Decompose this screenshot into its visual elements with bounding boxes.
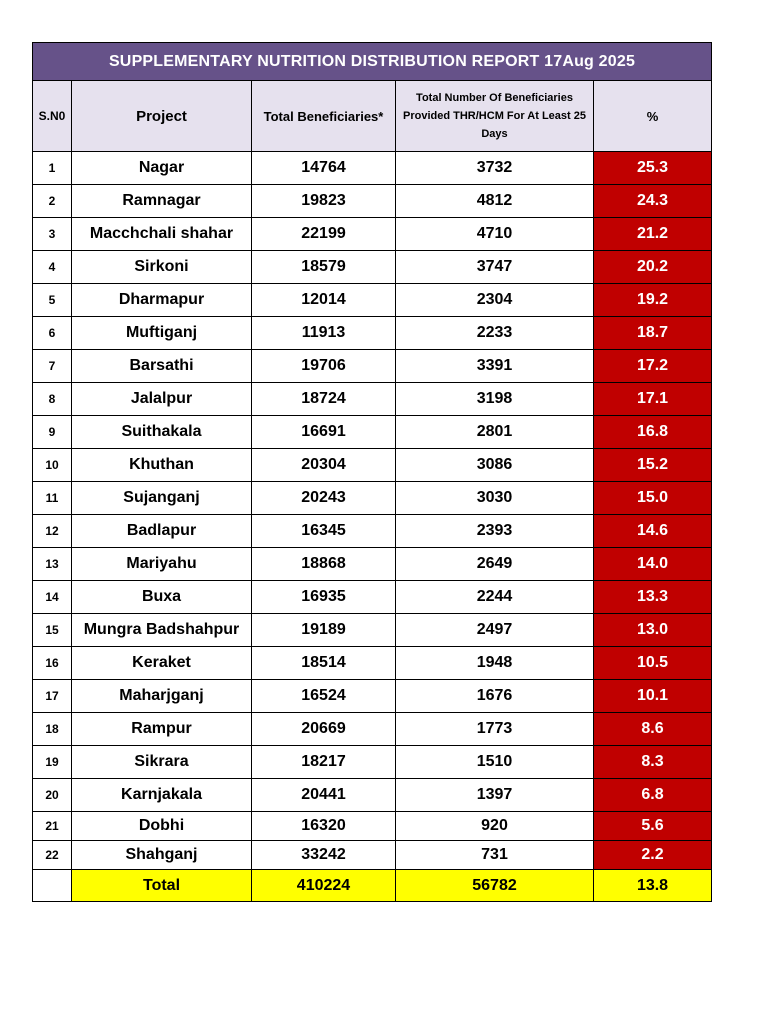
row-beneficiaries-provided: 3086: [396, 449, 594, 482]
row-percent: 13.0: [594, 614, 712, 647]
row-project: Maharjganj: [72, 680, 252, 713]
table-row: [33, 218, 712, 251]
header-total-beneficiaries: Total Beneficiaries*: [252, 81, 396, 152]
table-row: [33, 416, 712, 449]
row-beneficiaries-provided: 3732: [396, 152, 594, 185]
table-row: [33, 482, 712, 515]
row-project: Khuthan: [72, 449, 252, 482]
row-beneficiaries-provided: 2649: [396, 548, 594, 581]
table-body: [33, 152, 712, 870]
table-row: [33, 152, 712, 185]
row-percent: 2.2: [594, 841, 712, 870]
row-sno: 22: [33, 841, 72, 870]
table-row: [33, 647, 712, 680]
table-row: [33, 317, 712, 350]
total-provided-sum: 56782: [396, 870, 594, 902]
table-row: [33, 746, 712, 779]
row-beneficiaries-provided: 731: [396, 841, 594, 870]
row-total-beneficiaries: 16345: [252, 515, 396, 548]
row-total-beneficiaries: 16524: [252, 680, 396, 713]
row-total-beneficiaries: 20243: [252, 482, 396, 515]
table-row: [33, 383, 712, 416]
row-total-beneficiaries: 18579: [252, 251, 396, 284]
row-total-beneficiaries: 18868: [252, 548, 396, 581]
row-percent: 10.5: [594, 647, 712, 680]
row-total-beneficiaries: 12014: [252, 284, 396, 317]
row-sno: 4: [33, 251, 72, 284]
row-beneficiaries-provided: 3030: [396, 482, 594, 515]
header-sno: S.N0: [33, 81, 72, 152]
row-total-beneficiaries: 18514: [252, 647, 396, 680]
row-sno: 16: [33, 647, 72, 680]
header-beneficiaries-provided: Total Number Of Beneficiaries Provided THR/HCM For At Least 25 Days: [396, 81, 594, 152]
row-sno: 1: [33, 152, 72, 185]
row-project: Dharmapur: [72, 284, 252, 317]
row-sno: 17: [33, 680, 72, 713]
table-row: [33, 251, 712, 284]
row-beneficiaries-provided: 4812: [396, 185, 594, 218]
row-beneficiaries-provided: 920: [396, 812, 594, 841]
row-percent: 17.2: [594, 350, 712, 383]
row-beneficiaries-provided: 2244: [396, 581, 594, 614]
row-percent: 25.3: [594, 152, 712, 185]
total-row: [33, 870, 712, 902]
row-sno: 11: [33, 482, 72, 515]
row-percent: 14.0: [594, 548, 712, 581]
row-sno: 8: [33, 383, 72, 416]
row-project: Macchchali shahar: [72, 218, 252, 251]
total-percent: 13.8: [594, 870, 712, 902]
row-project: Ramnagar: [72, 185, 252, 218]
row-total-beneficiaries: 16320: [252, 812, 396, 841]
total-sno-cell: [33, 870, 72, 902]
row-project: Buxa: [72, 581, 252, 614]
row-project: Badlapur: [72, 515, 252, 548]
row-project: Barsathi: [72, 350, 252, 383]
row-sno: 9: [33, 416, 72, 449]
row-project: Sirkoni: [72, 251, 252, 284]
row-sno: 3: [33, 218, 72, 251]
table-row: [33, 449, 712, 482]
row-total-beneficiaries: 16691: [252, 416, 396, 449]
row-beneficiaries-provided: 3391: [396, 350, 594, 383]
row-sno: 19: [33, 746, 72, 779]
row-percent: 21.2: [594, 218, 712, 251]
table-row: [33, 581, 712, 614]
row-sno: 2: [33, 185, 72, 218]
row-percent: 15.2: [594, 449, 712, 482]
row-beneficiaries-provided: 1773: [396, 713, 594, 746]
row-total-beneficiaries: 19189: [252, 614, 396, 647]
row-project: Sikrara: [72, 746, 252, 779]
table-row: [33, 812, 712, 841]
table-row: [33, 779, 712, 812]
table-row: [33, 680, 712, 713]
row-beneficiaries-provided: 1948: [396, 647, 594, 680]
row-percent: 8.3: [594, 746, 712, 779]
row-beneficiaries-provided: 4710: [396, 218, 594, 251]
row-total-beneficiaries: 18724: [252, 383, 396, 416]
row-total-beneficiaries: 11913: [252, 317, 396, 350]
row-sno: 14: [33, 581, 72, 614]
row-percent: 13.3: [594, 581, 712, 614]
row-beneficiaries-provided: 1676: [396, 680, 594, 713]
row-total-beneficiaries: 20669: [252, 713, 396, 746]
row-beneficiaries-provided: 2801: [396, 416, 594, 449]
row-project: Jalalpur: [72, 383, 252, 416]
nutrition-report-table: [32, 42, 712, 902]
row-total-beneficiaries: 19823: [252, 185, 396, 218]
row-percent: 10.1: [594, 680, 712, 713]
row-beneficiaries-provided: 1397: [396, 779, 594, 812]
total-beneficiaries-sum: 410224: [252, 870, 396, 902]
row-percent: 6.8: [594, 779, 712, 812]
row-sno: 12: [33, 515, 72, 548]
row-percent: 24.3: [594, 185, 712, 218]
report-title: SUPPLEMENTARY NUTRITION DISTRIBUTION REPORT 17Aug 2025: [33, 43, 712, 81]
row-project: Keraket: [72, 647, 252, 680]
row-total-beneficiaries: 33242: [252, 841, 396, 870]
row-project: Rampur: [72, 713, 252, 746]
row-percent: 19.2: [594, 284, 712, 317]
row-percent: 16.8: [594, 416, 712, 449]
row-sno: 18: [33, 713, 72, 746]
row-beneficiaries-provided: 3198: [396, 383, 594, 416]
row-percent: 15.0: [594, 482, 712, 515]
row-percent: 5.6: [594, 812, 712, 841]
row-project: Dobhi: [72, 812, 252, 841]
row-total-beneficiaries: 14764: [252, 152, 396, 185]
row-project: Suithakala: [72, 416, 252, 449]
row-beneficiaries-provided: 2233: [396, 317, 594, 350]
table-row: [33, 713, 712, 746]
table-row: [33, 548, 712, 581]
row-sno: 20: [33, 779, 72, 812]
table-row: [33, 284, 712, 317]
row-project: Mariyahu: [72, 548, 252, 581]
row-beneficiaries-provided: 1510: [396, 746, 594, 779]
table-row: [33, 841, 712, 870]
table-row: [33, 614, 712, 647]
row-total-beneficiaries: 20304: [252, 449, 396, 482]
row-beneficiaries-provided: 2497: [396, 614, 594, 647]
row-project: Mungra Badshahpur: [72, 614, 252, 647]
row-beneficiaries-provided: 3747: [396, 251, 594, 284]
header-percent: %: [594, 81, 712, 152]
table-row: [33, 350, 712, 383]
table-row: [33, 515, 712, 548]
row-beneficiaries-provided: 2393: [396, 515, 594, 548]
row-project: Sujanganj: [72, 482, 252, 515]
row-percent: 14.6: [594, 515, 712, 548]
column-header-row: [33, 81, 712, 152]
row-total-beneficiaries: 19706: [252, 350, 396, 383]
row-total-beneficiaries: 16935: [252, 581, 396, 614]
row-project: Karnjakala: [72, 779, 252, 812]
row-project: Muftiganj: [72, 317, 252, 350]
row-sno: 6: [33, 317, 72, 350]
row-sno: 13: [33, 548, 72, 581]
row-sno: 10: [33, 449, 72, 482]
row-percent: 17.1: [594, 383, 712, 416]
row-project: Nagar: [72, 152, 252, 185]
row-total-beneficiaries: 20441: [252, 779, 396, 812]
row-percent: 20.2: [594, 251, 712, 284]
row-sno: 5: [33, 284, 72, 317]
row-sno: 21: [33, 812, 72, 841]
row-total-beneficiaries: 22199: [252, 218, 396, 251]
row-sno: 15: [33, 614, 72, 647]
row-sno: 7: [33, 350, 72, 383]
row-beneficiaries-provided: 2304: [396, 284, 594, 317]
total-label: Total: [72, 870, 252, 902]
row-percent: 8.6: [594, 713, 712, 746]
table-row: [33, 185, 712, 218]
row-project: Shahganj: [72, 841, 252, 870]
row-total-beneficiaries: 18217: [252, 746, 396, 779]
row-percent: 18.7: [594, 317, 712, 350]
header-project: Project: [72, 81, 252, 152]
